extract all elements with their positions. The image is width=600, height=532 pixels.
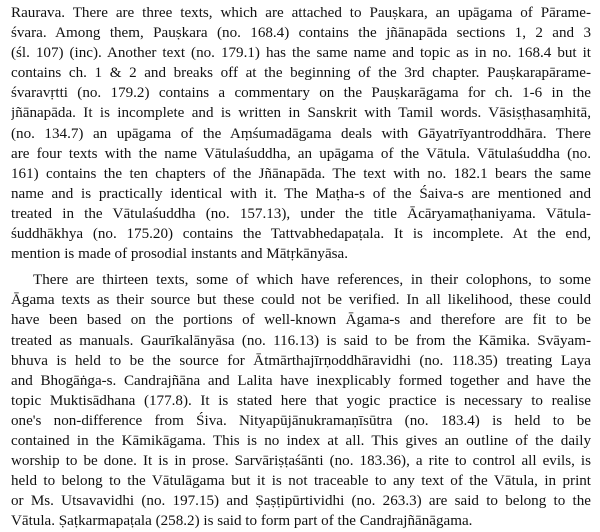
text-line: treated in the Vātulaśuddha (no. 157.13), under the title Ācāryamaṭhaniyama. Vātula- [11,205,591,222]
text-line: (no. 134.7) an upāgama of the Aṃśumadāgama deals with Gāyatrīyantroddhāra. There [11,125,591,142]
text-line: śvara. Among them, Pauṣkara (no. 168.4) contains the jñānapāda sections 1, 2 and 3 [11,25,591,42]
text-line: are four texts with the name Vātulaśuddha, an upāgama of the Vātula. Vātulaśuddha (no. [11,145,591,162]
text-line: treated as manuals. Gaurīkalānyāsa (no. 116.13) is said to be from the Kāmika. Svāyam- [11,332,591,349]
text-line: one's non-difference from Śiva. Nityapūjānukramaṇīsūtra (no. 183.4) is held to be [11,412,591,429]
text-line: worship to be done. It is in prose. Sarvāriṣṭaśānti (no. 183.36), a rite to control all evils, is [11,453,591,470]
text-line: and Bhogāṅga-s. Candrajñāna and Lalita have inexplicably formed together and have the [11,372,591,389]
text-line: contains ch. 1 & 2 and breaks off at the beginning of the 3rd chapter. Pauṣkarapārame- [11,65,591,82]
text-line: contained in the Kāmikāgama. This is no index at all. This gives an outline of the daily [11,432,591,449]
text-line: name and is practically identical with it. The Maṭha-s of the Śaiva-s are mentioned and [11,185,591,202]
text-line: 161) contains the ten chapters of the Jñānapāda. The text with no. 182.1 bears the same [11,165,591,182]
text-line: Raurava. There are three texts, which are attached to Pauṣkara, an upāgama of Pārame- [11,5,591,21]
text-line: held to belong to the Vātulāgama but it is not traceable to any text of the Vātula, in print [11,473,591,490]
text-line: jñānapāda. It is incomplete and is written in Sanskrit with Tamil words. Vāsiṣṭhasaṃhitā, [11,105,591,122]
text-line: (śl. 107) (inc). Another text (no. 179.1) has the same name and topic as in no. 168.4 but it [11,45,591,62]
text-line: śvaravṛtti (no. 179.2) contains a commentary on the Pauṣkarāgama for ch. 1-6 in the [11,85,591,102]
paragraph-pauskara-vatula [11,3,591,264]
text-line: śuddhākhya (no. 175.20) contains the Tattvabhedapaṭala. It is incomplete. At the end, [11,226,591,243]
text-line: topic Muktisādhana (177.8). It is stated here that yogic practice is necessary to realise [11,392,591,409]
text-line: have been based on the portions of well-known Āgama-s and therefore are fit to be [11,312,591,329]
text-line: Āgama texts as their source but these could not be verified. In all likelihood, these could [11,292,591,309]
text-line: bhuva is held to be the source for Ātmārthajīrṇoddhāravidhi (no. 118.35) treating Laya [11,352,591,369]
text-line: or Ms. Utsavavidhi (no. 197.15) and Ṣaṣṭipūrtividhi (no. 263.3) are said to belong to the [11,493,591,510]
text-line: Vātula. Ṣaṭkarmapaṭala (258.2) is said to form part of the Candrajñānāgama. [11,513,473,530]
text-line: mention is made of prosodial instants and Mātṛkānyāsa. [11,246,349,263]
text-line: There are thirteen texts, some of which have references, in their colophons, to some [33,272,591,289]
paragraph-thirteen-texts [11,270,591,531]
